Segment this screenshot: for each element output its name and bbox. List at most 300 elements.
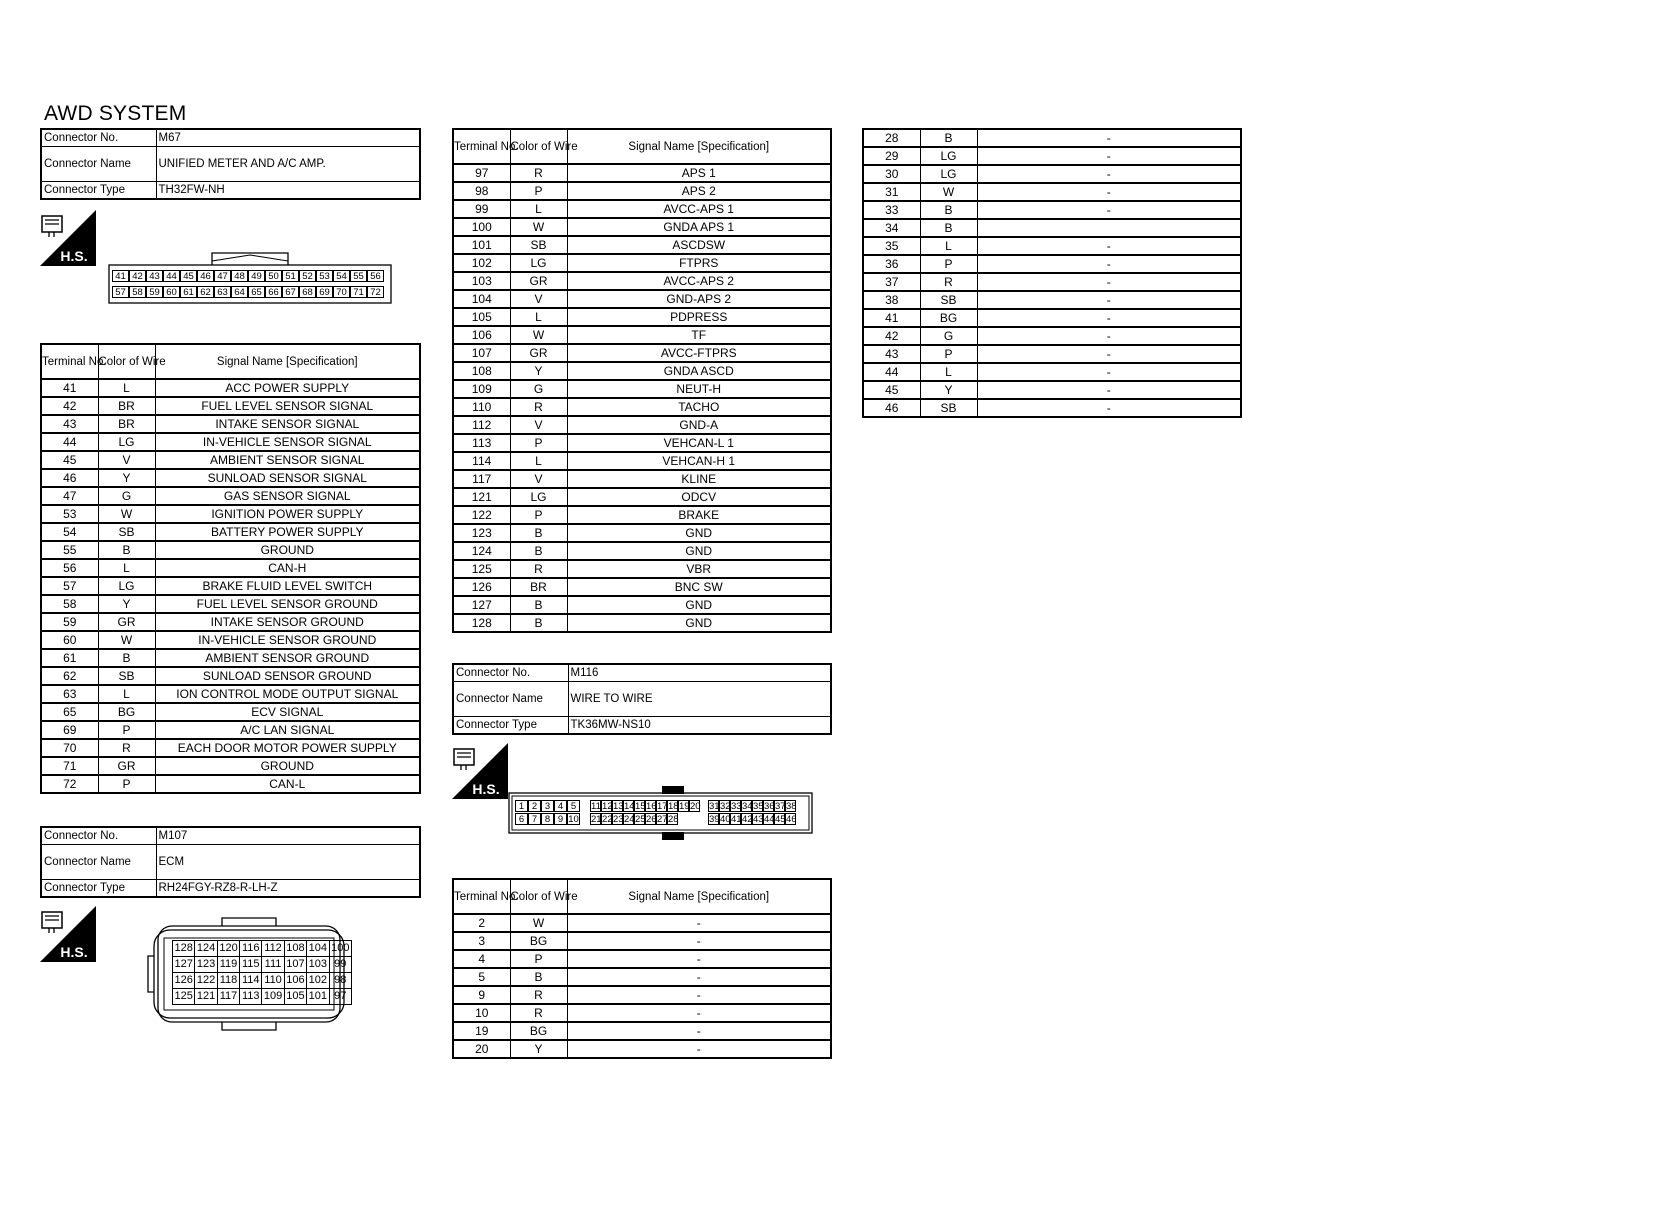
terminal-no: 108 bbox=[453, 362, 510, 380]
connector-pin: 124 bbox=[195, 941, 217, 957]
table-row bbox=[863, 237, 1241, 255]
connector-pin: 121 bbox=[195, 989, 217, 1005]
connector-pin: 97 bbox=[329, 989, 351, 1005]
terminal-no: 4 bbox=[453, 950, 510, 968]
table-row bbox=[863, 201, 1241, 219]
connector-pin: 27 bbox=[657, 814, 668, 825]
connector-pin: 24 bbox=[624, 814, 635, 825]
table-row bbox=[863, 147, 1241, 165]
signal-name: - bbox=[977, 381, 1241, 399]
terminal-no: 56 bbox=[41, 559, 98, 577]
table-row bbox=[453, 164, 831, 182]
wire-color: L bbox=[98, 379, 155, 397]
wire-color: LG bbox=[98, 433, 155, 451]
signal-name: IGNITION POWER SUPPLY bbox=[155, 505, 420, 523]
connector-pin: 110 bbox=[262, 973, 284, 989]
connector-pin: 127 bbox=[173, 957, 195, 973]
signal-name: - bbox=[567, 986, 831, 1004]
table-row bbox=[453, 200, 831, 218]
terminal-no: 114 bbox=[453, 452, 510, 470]
table-row bbox=[453, 452, 831, 470]
label-connector-name: Connector Name bbox=[41, 147, 156, 182]
wire-color: B bbox=[510, 614, 567, 632]
signal-name: GAS SENSOR SIGNAL bbox=[155, 487, 420, 505]
signal-name: AVCC-APS 1 bbox=[567, 200, 831, 218]
ecm-pin-grid bbox=[172, 940, 352, 1005]
connector-pin: 2 bbox=[528, 800, 541, 812]
signal-name: - bbox=[977, 183, 1241, 201]
signal-name: - bbox=[977, 363, 1241, 381]
wire-color: L bbox=[98, 685, 155, 703]
table-row bbox=[863, 255, 1241, 273]
terminal-no: 69 bbox=[41, 721, 98, 739]
wire-color: LG bbox=[98, 577, 155, 595]
terminal-no: 121 bbox=[453, 488, 510, 506]
connector-name: UNIFIED METER AND A/C AMP. bbox=[156, 147, 420, 182]
connector-pin: 18 bbox=[668, 801, 679, 812]
connector-pin: 62 bbox=[197, 286, 214, 298]
signal-name: - bbox=[977, 165, 1241, 183]
terminal-no: 41 bbox=[863, 309, 920, 327]
signal-name: KLINE bbox=[567, 470, 831, 488]
connector-pin: 5 bbox=[567, 800, 580, 812]
wire-color: SB bbox=[510, 236, 567, 254]
connector-pin: 34 bbox=[742, 801, 753, 812]
connector-pin: 106 bbox=[284, 973, 306, 989]
table-row bbox=[453, 182, 831, 200]
wire-color: BR bbox=[98, 397, 155, 415]
harness-side-icon bbox=[452, 743, 508, 799]
connector-pin: 119 bbox=[217, 957, 239, 973]
header-terminal-no: Terminal No. bbox=[453, 129, 510, 164]
terminal-no: 5 bbox=[453, 968, 510, 986]
signal-name: FUEL LEVEL SENSOR GROUND bbox=[155, 595, 420, 613]
wire-color: R bbox=[510, 560, 567, 578]
wire-color: Y bbox=[510, 362, 567, 380]
wire-color: W bbox=[920, 183, 977, 201]
terminal-no: 128 bbox=[453, 614, 510, 632]
wire-color: BG bbox=[510, 1022, 567, 1040]
terminal-no: 46 bbox=[863, 399, 920, 417]
wire-color: V bbox=[98, 451, 155, 469]
connector-pin: 98 bbox=[329, 973, 351, 989]
table-row bbox=[453, 362, 831, 380]
signal-name: APS 2 bbox=[567, 182, 831, 200]
connector-pin: 68 bbox=[299, 286, 316, 298]
connector-pin: 39 bbox=[709, 814, 720, 825]
signal-name: APS 1 bbox=[567, 164, 831, 182]
signal-name: IN-VEHICLE SENSOR SIGNAL bbox=[155, 433, 420, 451]
wire-color: L bbox=[98, 559, 155, 577]
connector-m116-info bbox=[452, 663, 832, 735]
wire-color: Y bbox=[920, 381, 977, 399]
wire-color: BG bbox=[920, 309, 977, 327]
table-row bbox=[41, 757, 420, 775]
connector-pin: 65 bbox=[248, 286, 265, 298]
signal-name: BNC SW bbox=[567, 578, 831, 596]
table-row bbox=[453, 932, 831, 950]
terminal-no: 60 bbox=[41, 631, 98, 649]
wire-color: Y bbox=[98, 469, 155, 487]
wire-color: B bbox=[920, 219, 977, 237]
wire-color: BR bbox=[510, 578, 567, 596]
terminal-no: 127 bbox=[453, 596, 510, 614]
header-signal-name: Signal Name [Specification] bbox=[567, 129, 831, 164]
connector-pin: 117 bbox=[217, 989, 239, 1005]
table-row bbox=[453, 380, 831, 398]
signal-name: GND bbox=[567, 596, 831, 614]
connector-pin: 50 bbox=[265, 270, 282, 282]
terminal-no: 42 bbox=[41, 397, 98, 415]
wire-color: W bbox=[510, 914, 567, 932]
terminal-no: 44 bbox=[863, 363, 920, 381]
table-row bbox=[863, 327, 1241, 345]
pin-row-top bbox=[112, 270, 384, 282]
connector-pin: 26 bbox=[646, 814, 657, 825]
connector-pin: 57 bbox=[112, 286, 129, 298]
signal-name: ASCDSW bbox=[567, 236, 831, 254]
table-row bbox=[863, 165, 1241, 183]
label-connector-no: Connector No. bbox=[41, 827, 156, 845]
signal-name: TACHO bbox=[567, 398, 831, 416]
table-row bbox=[41, 649, 420, 667]
terminal-no: 47 bbox=[41, 487, 98, 505]
label-connector-type: Connector Type bbox=[41, 182, 156, 200]
table-row bbox=[863, 291, 1241, 309]
terminal-no: 122 bbox=[453, 506, 510, 524]
connector-pin: 17 bbox=[657, 801, 668, 812]
wire-color: LG bbox=[510, 254, 567, 272]
connector-pin: 9 bbox=[554, 813, 567, 825]
terminal-no: 123 bbox=[453, 524, 510, 542]
table-row bbox=[453, 236, 831, 254]
connector-pin: 51 bbox=[282, 270, 299, 282]
table-row bbox=[41, 559, 420, 577]
signal-name: - bbox=[977, 327, 1241, 345]
wire-color: L bbox=[510, 200, 567, 218]
connector-pin: 70 bbox=[333, 286, 350, 298]
wire-color: Y bbox=[98, 595, 155, 613]
terminal-no: 117 bbox=[453, 470, 510, 488]
label-connector-no: Connector No. bbox=[41, 129, 156, 147]
connector-pin: 44 bbox=[163, 270, 180, 282]
wire-color: P bbox=[510, 182, 567, 200]
table-row bbox=[453, 1040, 831, 1058]
wire-color: V bbox=[510, 416, 567, 434]
wire-color: B bbox=[98, 541, 155, 559]
wire-color: P bbox=[98, 721, 155, 739]
connector-m116-pin-table-continued bbox=[862, 128, 1242, 418]
terminal-no: 65 bbox=[41, 703, 98, 721]
connector-name: WIRE TO WIRE bbox=[568, 682, 831, 717]
signal-name: VEHCAN-L 1 bbox=[567, 434, 831, 452]
wire-color: SB bbox=[920, 291, 977, 309]
signal-name: TF bbox=[567, 326, 831, 344]
table-row bbox=[863, 399, 1241, 417]
signal-name: VBR bbox=[567, 560, 831, 578]
wire-color: B bbox=[510, 524, 567, 542]
terminal-no: 42 bbox=[863, 327, 920, 345]
table-row bbox=[453, 1004, 831, 1022]
connector-number: M67 bbox=[156, 129, 420, 147]
signal-name: - bbox=[977, 129, 1241, 147]
table-row bbox=[41, 469, 420, 487]
wire-color: BR bbox=[98, 415, 155, 433]
wire-color: G bbox=[98, 487, 155, 505]
connector-pin: 100 bbox=[329, 941, 351, 957]
connector-m116-face bbox=[508, 785, 813, 841]
wire-color: GR bbox=[98, 757, 155, 775]
connector-pin: 63 bbox=[214, 286, 231, 298]
connector-pin: 115 bbox=[240, 957, 262, 973]
connector-pin: 20 bbox=[690, 801, 701, 812]
connector-pin: 28 bbox=[668, 814, 679, 825]
label-connector-type: Connector Type bbox=[41, 880, 156, 898]
wire-color: B bbox=[510, 542, 567, 560]
connector-pin: 47 bbox=[214, 270, 231, 282]
table-row bbox=[453, 434, 831, 452]
signal-name: - bbox=[977, 309, 1241, 327]
signal-name: - bbox=[567, 968, 831, 986]
signal-name: CAN-H bbox=[155, 559, 420, 577]
table-row bbox=[41, 631, 420, 649]
terminal-no: 45 bbox=[863, 381, 920, 399]
table-row bbox=[863, 363, 1241, 381]
connector-pin: 31 bbox=[709, 801, 720, 812]
signal-name: FTPRS bbox=[567, 254, 831, 272]
table-row bbox=[453, 506, 831, 524]
connector-pin: 43 bbox=[753, 814, 764, 825]
signal-name: A/C LAN SIGNAL bbox=[155, 721, 420, 739]
connector-pin: 46 bbox=[197, 270, 214, 282]
terminal-no: 34 bbox=[863, 219, 920, 237]
connector-pin: 33 bbox=[731, 801, 742, 812]
wire-color: BG bbox=[510, 932, 567, 950]
connector-type: TK36MW-NS10 bbox=[568, 717, 831, 735]
terminal-no: 36 bbox=[863, 255, 920, 273]
signal-name: BATTERY POWER SUPPLY bbox=[155, 523, 420, 541]
table-row bbox=[453, 290, 831, 308]
connector-pin: 41 bbox=[731, 814, 742, 825]
wire-color: SB bbox=[920, 399, 977, 417]
terminal-no: 53 bbox=[41, 505, 98, 523]
terminal-no: 63 bbox=[41, 685, 98, 703]
connector-pin: 60 bbox=[163, 286, 180, 298]
connector-pin: 52 bbox=[299, 270, 316, 282]
terminal-no: 31 bbox=[863, 183, 920, 201]
signal-name: GND-APS 2 bbox=[567, 290, 831, 308]
terminal-no: 3 bbox=[453, 932, 510, 950]
wire-color: L bbox=[920, 237, 977, 255]
hs-badge-label: H.S. bbox=[60, 248, 88, 264]
wire-color: LG bbox=[920, 147, 977, 165]
table-row bbox=[453, 416, 831, 434]
signal-name: - bbox=[567, 914, 831, 932]
wire-color: R bbox=[98, 739, 155, 757]
signal-name: GND bbox=[567, 524, 831, 542]
connector-pin: 116 bbox=[240, 941, 262, 957]
table-row bbox=[453, 578, 831, 596]
terminal-no: 58 bbox=[41, 595, 98, 613]
wire-color: B bbox=[510, 968, 567, 986]
header-terminal-no: Terminal No. bbox=[41, 344, 98, 379]
wire-color: W bbox=[510, 326, 567, 344]
connector-pin: 71 bbox=[350, 286, 367, 298]
table-row bbox=[863, 309, 1241, 327]
terminal-no: 101 bbox=[453, 236, 510, 254]
wire-color: G bbox=[510, 380, 567, 398]
header-signal-name: Signal Name [Specification] bbox=[155, 344, 420, 379]
signal-name: - bbox=[977, 291, 1241, 309]
label-connector-name: Connector Name bbox=[41, 845, 156, 880]
connector-m107-info bbox=[40, 826, 421, 898]
signal-name: - bbox=[567, 950, 831, 968]
wire-color: GR bbox=[510, 272, 567, 290]
connector-pin: 1 bbox=[515, 800, 528, 812]
table-row bbox=[41, 577, 420, 595]
signal-name: AMBIENT SENSOR SIGNAL bbox=[155, 451, 420, 469]
connector-pin: 128 bbox=[173, 941, 195, 957]
terminal-no: 44 bbox=[41, 433, 98, 451]
terminal-no: 124 bbox=[453, 542, 510, 560]
table-row bbox=[453, 398, 831, 416]
table-row bbox=[453, 326, 831, 344]
wire-color: B bbox=[920, 201, 977, 219]
wire-color: G bbox=[920, 327, 977, 345]
wire-color: L bbox=[510, 308, 567, 326]
connector-pin: 69 bbox=[316, 286, 333, 298]
connector-pin: 45 bbox=[180, 270, 197, 282]
terminal-no: 103 bbox=[453, 272, 510, 290]
table-row bbox=[41, 739, 420, 757]
terminal-no: 33 bbox=[863, 201, 920, 219]
pin-row-right-bottom bbox=[708, 813, 796, 825]
terminal-no: 9 bbox=[453, 986, 510, 1004]
connector-pin: 4 bbox=[554, 800, 567, 812]
connector-pin: 123 bbox=[195, 957, 217, 973]
connector-pin: 36 bbox=[764, 801, 775, 812]
connector-m67-face bbox=[108, 247, 392, 305]
table-row bbox=[453, 470, 831, 488]
wire-color: P bbox=[920, 345, 977, 363]
table-row bbox=[41, 397, 420, 415]
connector-pin: 32 bbox=[720, 801, 731, 812]
signal-name: BRAKE bbox=[567, 506, 831, 524]
connector-pin: 118 bbox=[217, 973, 239, 989]
terminal-no: 99 bbox=[453, 200, 510, 218]
table-row bbox=[41, 505, 420, 523]
harness-side-icon bbox=[40, 906, 96, 962]
signal-name: ION CONTROL MODE OUTPUT SIGNAL bbox=[155, 685, 420, 703]
label-connector-no: Connector No. bbox=[453, 664, 568, 682]
table-row bbox=[453, 542, 831, 560]
terminal-no: 109 bbox=[453, 380, 510, 398]
table-row bbox=[41, 775, 420, 793]
table-row bbox=[453, 596, 831, 614]
connector-pin: 102 bbox=[307, 973, 329, 989]
table-row bbox=[453, 308, 831, 326]
terminal-no: 46 bbox=[41, 469, 98, 487]
terminal-no: 126 bbox=[453, 578, 510, 596]
terminal-no: 102 bbox=[453, 254, 510, 272]
signal-name: ACC POWER SUPPLY bbox=[155, 379, 420, 397]
wire-color: SB bbox=[98, 523, 155, 541]
terminal-no: 62 bbox=[41, 667, 98, 685]
terminal-no: 43 bbox=[863, 345, 920, 363]
signal-name: - bbox=[977, 237, 1241, 255]
connector-pin: 53 bbox=[316, 270, 333, 282]
terminal-no: 10 bbox=[453, 1004, 510, 1022]
signal-name: - bbox=[977, 147, 1241, 165]
connector-name: ECM bbox=[156, 845, 420, 880]
terminal-no: 97 bbox=[453, 164, 510, 182]
connector-pin: 48 bbox=[231, 270, 248, 282]
wire-color: V bbox=[510, 470, 567, 488]
terminal-no: 61 bbox=[41, 649, 98, 667]
table-row bbox=[453, 272, 831, 290]
connector-pin: 3 bbox=[541, 800, 554, 812]
terminal-no: 43 bbox=[41, 415, 98, 433]
connector-pin: 109 bbox=[262, 989, 284, 1005]
connector-pin: 125 bbox=[173, 989, 195, 1005]
connector-pin: 113 bbox=[240, 989, 262, 1005]
connector-pin: 14 bbox=[624, 801, 635, 812]
connector-pin: 45 bbox=[775, 814, 786, 825]
wire-color: P bbox=[510, 950, 567, 968]
signal-name: - bbox=[567, 1004, 831, 1022]
table-row bbox=[863, 129, 1241, 147]
table-row bbox=[453, 524, 831, 542]
connector-pin: 16 bbox=[646, 801, 657, 812]
signal-name: CAN-L bbox=[155, 775, 420, 793]
table-row bbox=[453, 950, 831, 968]
connector-pin: 35 bbox=[753, 801, 764, 812]
terminal-no: 98 bbox=[453, 182, 510, 200]
table-row bbox=[453, 968, 831, 986]
wire-color: Y bbox=[510, 1040, 567, 1058]
connector-pin: 111 bbox=[262, 957, 284, 973]
signal-name bbox=[977, 219, 1241, 237]
table-row bbox=[863, 273, 1241, 291]
pin-row-mid-bottom bbox=[590, 813, 678, 825]
connector-pin: 42 bbox=[742, 814, 753, 825]
table-row bbox=[453, 344, 831, 362]
signal-name: GNDA APS 1 bbox=[567, 218, 831, 236]
wire-color: R bbox=[510, 164, 567, 182]
wire-color: W bbox=[98, 505, 155, 523]
wire-color: R bbox=[510, 986, 567, 1004]
connector-pin: 67 bbox=[282, 286, 299, 298]
connector-pin: 104 bbox=[307, 941, 329, 957]
connector-pin: 120 bbox=[217, 941, 239, 957]
signal-name: SUNLOAD SENSOR SIGNAL bbox=[155, 469, 420, 487]
header-terminal-no: Terminal No. bbox=[453, 879, 510, 914]
wire-color: B bbox=[510, 596, 567, 614]
signal-name: AVCC-APS 2 bbox=[567, 272, 831, 290]
signal-name: VEHCAN-H 1 bbox=[567, 452, 831, 470]
signal-name: FUEL LEVEL SENSOR SIGNAL bbox=[155, 397, 420, 415]
signal-name: - bbox=[567, 1040, 831, 1058]
signal-name: ECV SIGNAL bbox=[155, 703, 420, 721]
terminal-no: 72 bbox=[41, 775, 98, 793]
terminal-no: 37 bbox=[863, 273, 920, 291]
connector-pin: 10 bbox=[568, 814, 579, 825]
terminal-no: 107 bbox=[453, 344, 510, 362]
connector-pin: 72 bbox=[367, 286, 384, 298]
connector-pin: 107 bbox=[284, 957, 306, 973]
terminal-no: 30 bbox=[863, 165, 920, 183]
terminal-no: 57 bbox=[41, 577, 98, 595]
